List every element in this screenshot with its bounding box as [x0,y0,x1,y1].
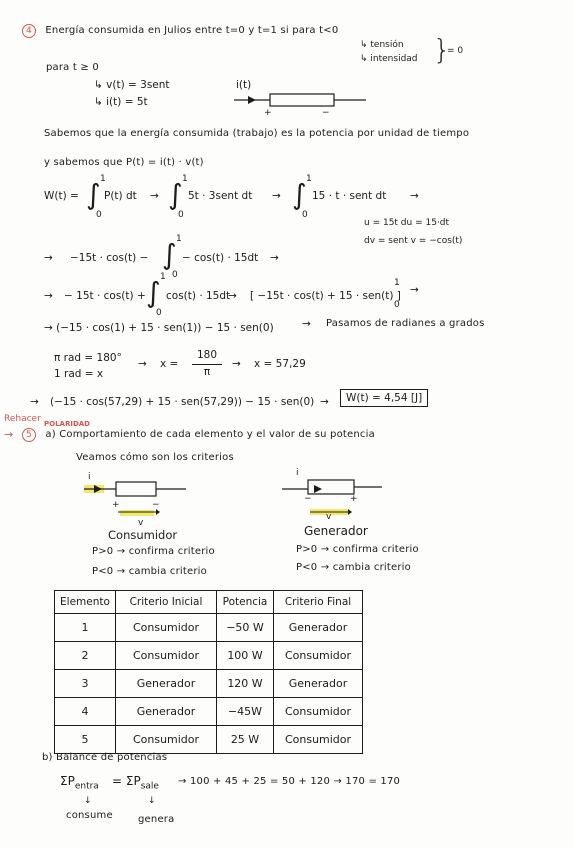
integral-sign-icon: ∫ [292,178,307,211]
generator-rule-2: P<0 → cambia criterio [296,562,411,573]
radians-note: Pasamos de radianes a grados [326,318,485,329]
arrow-2: → [272,190,281,202]
limit-top: 1 [100,174,106,184]
step-4: (−15 · cos(57,29) + 15 · sen(57,29)) − 15 · sen(0) [50,396,315,408]
current-label: i [88,472,91,482]
limit-bottom: 0 [394,300,400,310]
polarity-tag: POLARIDAD [44,420,90,428]
consumer-rule-2: P<0 → cambia criterio [92,566,207,577]
limit-top: 1 [182,174,188,184]
table-cell: Generador [116,698,217,726]
problem-4-heading [22,24,338,38]
minus-sign: − [322,108,330,118]
plus-sign: + [350,494,358,504]
plus-sign: + [264,108,272,118]
arrow-4: → [44,252,53,264]
result-box: W(t) = 4,54 [J] [340,389,428,407]
minus-sign: − [152,500,160,510]
table-cell: 4 [55,698,116,726]
part-b-heading: b) Balance de potencias [42,752,168,763]
table-cell: Generador [274,614,363,642]
table-header: Potencia [217,591,274,614]
problem-5-heading [22,428,375,442]
consumer-rule-1: P>0 → confirma criterio [92,546,215,557]
w-definition: W(t) = [44,190,79,202]
balance-calculation: → 100 + 45 + 25 = 50 + 120 → 170 = 170 [178,776,401,787]
arrow-1: → [150,190,159,202]
explanation-line-1: Sabemos que la energía consumida (trabajo) es la potencia por unidad de tiempo [44,128,470,139]
limit-top: 1 [306,174,312,184]
genera-label: genera [138,814,175,825]
table-cell: Consumidor [116,614,217,642]
table-cell: Consumidor [116,642,217,670]
balance-left: $\Sigma P_{entra}$ [60,774,99,792]
integrand-2: 5t · 3sent dt [188,190,253,202]
generator-rule-1: P>0 → confirma criterio [296,544,419,555]
explanation-line-2: y sabemos que P(t) = i(t) · v(t) [44,157,204,168]
table-header: Elemento [55,591,116,614]
arrow-8: → [410,284,419,296]
condition-text: para t ≥ 0 [46,62,99,73]
step-1a: −15t · cos(t) − [70,252,149,264]
down-arrow-icon: ↓ [84,796,92,806]
arrow-13: → [30,396,39,408]
part-a-heading: a) Comportamiento de cada elemento y el valor de su potencia [45,429,375,440]
elements-table [54,590,363,754]
integrand-3: 15 · t · sent dt [312,190,387,202]
table-row [55,698,363,726]
circuit-current-label: i(t) [236,79,252,91]
problem-number-badge: 5 [22,428,36,442]
table-cell: Generador [116,670,217,698]
conversion-line-1: π rad = 180° [54,352,122,364]
limit-bottom: 0 [302,210,308,220]
arrow-10: → [302,318,311,330]
table-cell: 2 [55,642,116,670]
side-note: Rehacer [4,414,41,424]
fraction-bar [192,364,222,365]
substitution-u: u = 15t du = 15·dt [364,218,450,228]
arrow-7: → [228,290,237,302]
plus-sign: + [112,500,120,510]
voltage-eq: ↳ v(t) = 3sent [94,79,170,91]
table-header: Criterio Final [274,591,363,614]
integral-sign-icon: ∫ [168,178,183,211]
conversion-line-2: 1 rad = x [54,368,104,380]
arrow-6: → [44,290,53,302]
arrow-9: → (−15 · cos(1) + 15 · sen(1)) − 15 · sen(0) [44,322,274,334]
table-cell: 3 [55,670,116,698]
arrow-5: → [270,252,279,264]
step-2c: [ −15t · cos(t) + 15 · sen(t) ] [250,290,401,302]
arrow-3: → [410,190,419,202]
problem-statement: Energía consumida en Julios entre t=0 y t=1 si para t<0 [45,25,339,36]
substitution-dv: dv = sent v = −cos(t) [364,236,463,246]
criteria-intro: Veamos cómo son los criterios [76,452,234,463]
limit-bottom: 0 [156,308,162,318]
step-2b: cos(t) · 15dt [166,290,231,302]
voltage-label: v [326,512,332,522]
limit-bottom: 0 [96,210,102,220]
generator-title: Generador [304,524,368,538]
resistor-diagram [230,88,370,128]
pointer-arrow-icon: → [4,428,14,441]
table-cell: 100 W [217,642,274,670]
integral-sign-icon: ∫ [86,178,101,211]
table-cell: Consumidor [274,726,363,754]
problem-number-badge: 4 [22,24,36,38]
arrow-14: → [320,396,329,408]
fraction-numerator: 180 [196,349,218,361]
table-row [55,614,363,642]
balance-right: = $\Sigma P_{sale}$ [112,774,159,792]
current-label: i [296,468,299,478]
limit-top: 1 [160,272,166,282]
table-header-row [55,591,363,614]
integral-sign-icon: ∫ [146,276,161,309]
table-row [55,726,363,754]
table-row [55,642,363,670]
integrand-1: P(t) dt [104,190,137,202]
table-header: Criterio Inicial [116,591,217,614]
fraction-denominator: π [203,366,211,378]
table-cell: Generador [274,670,363,698]
limit-top: 1 [394,278,400,288]
current-eq: ↳ i(t) = 5t [94,96,148,108]
table-cell: 1 [55,614,116,642]
arrow-11: → [138,358,147,370]
table-cell: −45W [217,698,274,726]
table-cell: Consumidor [274,698,363,726]
table-cell: 25 W [217,726,274,754]
step-3: (−15 · cos(1) + 15 · sen(1)) − 15 · sen(0) [56,322,274,334]
table-cell: 5 [55,726,116,754]
limit-bottom: 0 [178,210,184,220]
limit-top: 1 [176,234,182,244]
table-row [55,670,363,698]
generator-diagram [280,476,400,526]
voltage-label: v [138,518,144,528]
table-cell: −50 W [217,614,274,642]
brace-item-2: ↳ intensidad [360,54,418,64]
step-2a: − 15t · cos(t) + [64,290,146,302]
table-cell: 120 W [217,670,274,698]
brace-icon: } [433,33,451,66]
table-cell: Consumidor [116,726,217,754]
minus-sign: − [304,494,312,504]
limit-bottom: 0 [172,270,178,280]
table-cell: Consumidor [274,642,363,670]
conversion-result: x = 57,29 [254,358,306,370]
arrow-12: → [232,358,241,370]
brace-item-1: ↳ tensión [360,40,404,50]
consume-label: consume [66,810,113,821]
brace-value: = 0 [447,46,464,56]
consumer-title: Consumidor [108,528,178,542]
step-1b: − cos(t) · 15dt [182,252,259,264]
conversion-x: x = [160,358,179,370]
integral-sign-icon: ∫ [162,238,177,271]
down-arrow-icon: ↓ [148,796,156,806]
